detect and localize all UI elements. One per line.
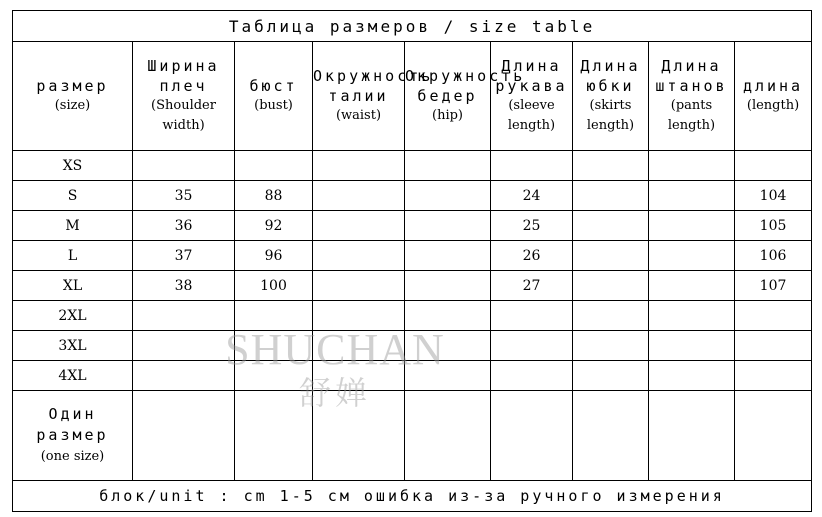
table-cell [649,151,735,181]
size-cell: XL [13,271,133,301]
table-row [13,151,812,181]
table-cell [735,361,812,391]
table-cell: 105 [735,211,812,241]
table-cell: 26 [491,241,573,271]
header-label-en: (hip) [432,108,463,123]
table-cell [235,331,313,361]
table-cell [491,361,573,391]
table-cell [573,361,649,391]
size-table [12,10,812,512]
table-cell [491,301,573,331]
table-row-one-size [13,391,812,481]
header-length [735,42,812,151]
table-cell [405,151,491,181]
table-cell [649,241,735,271]
table-row [13,271,812,301]
header-label-ru: Длина юбки [580,57,641,95]
size-cell: 3XL [13,331,133,361]
table-row [13,211,812,241]
header-shoulder [133,42,235,151]
table-cell: 24 [491,181,573,211]
header-label-ru: Окружность бедер [405,67,526,105]
table-cell [235,361,313,391]
header-label-ru: размер [36,77,109,95]
header-label-en: (length) [746,98,800,113]
table-cell [133,361,235,391]
header-bust [235,42,313,151]
table-cell [491,391,573,481]
header-label-ru: Длина рукава [495,57,568,95]
table-cell [573,331,649,361]
table-cell [649,331,735,361]
table-cell [735,391,812,481]
header-label-ru: Окружность талии [313,67,434,105]
table-cell [573,211,649,241]
table-cell [133,391,235,481]
table-cell [735,301,812,331]
table-cell [313,151,405,181]
header-label-en: (bust) [254,98,293,113]
table-cell [573,181,649,211]
table-cell [133,301,235,331]
header-label-en: (skirts length) [586,98,635,133]
table-cell: 25 [491,211,573,241]
table-cell: 92 [235,211,313,241]
table-cell [573,151,649,181]
watermark-latin: SHUCHAN [225,325,445,374]
table-cell [405,181,491,211]
one-size-label-en: (one size) [40,449,105,464]
header-skirt [573,42,649,151]
table-cell [649,271,735,301]
table-cell: 36 [133,211,235,241]
table-cell [649,181,735,211]
table-cell [313,241,405,271]
table-cell [405,241,491,271]
table-cell [235,391,313,481]
table-cell [649,391,735,481]
table-cell [405,271,491,301]
table-cell [405,331,491,361]
table-cell: 96 [235,241,313,271]
table-cell [573,271,649,301]
table-body [13,151,812,391]
size-cell: M [13,211,133,241]
header-label-en: (waist) [335,108,382,123]
table-row [13,301,812,331]
table-cell [405,211,491,241]
table-cell: 104 [735,181,812,211]
table-cell [491,331,573,361]
size-cell: 2XL [13,301,133,331]
header-size [13,42,133,151]
header-sleeve [491,42,573,151]
table-footer-note: блок/unit : cm 1-5 см ошибка из-за ручного измерения [13,481,812,512]
table-cell [235,301,313,331]
header-row [13,42,812,151]
table-cell [313,361,405,391]
table-cell [133,151,235,181]
table-cell [649,211,735,241]
table-cell [405,361,491,391]
header-label-en: (Shoulder width) [151,98,216,133]
header-label-en: (pants length) [667,98,716,133]
table-cell: 107 [735,271,812,301]
table-cell [313,181,405,211]
table-cell [133,331,235,361]
header-label-en: (sleeve length) [507,98,556,133]
header-label-ru: длина [742,77,804,95]
table-cell [649,301,735,331]
size-cell [13,391,133,481]
header-label-en: (size) [54,98,91,113]
table-cell: 100 [235,271,313,301]
header-label-ru: бюст [249,77,298,95]
table-row [13,361,812,391]
header-label-ru: Длина штанов [655,57,728,95]
table-cell: 106 [735,241,812,271]
table-cell [491,151,573,181]
table-cell: 38 [133,271,235,301]
table-cell: 27 [491,271,573,301]
header-pants [649,42,735,151]
table-cell [313,211,405,241]
table-cell [313,301,405,331]
header-label-ru: Ширина плеч [147,57,220,95]
header-hip [405,42,526,151]
watermark-cjk: 舒婵 [298,374,371,412]
table-cell: 88 [235,181,313,211]
table-cell: 35 [133,181,235,211]
header-waist [313,42,434,151]
table-cell: 37 [133,241,235,271]
size-cell: L [13,241,133,271]
table-cell [573,301,649,331]
size-cell: XS [13,151,133,181]
table-cell [235,151,313,181]
table-cell [735,331,812,361]
table-row [13,181,812,211]
table-cell [735,151,812,181]
table-cell [649,361,735,391]
size-table-sheet [12,10,811,503]
table-cell [313,331,405,361]
table-row [13,241,812,271]
table-cell [313,391,405,481]
table-cell [313,271,405,301]
size-cell: 4XL [13,361,133,391]
table-cell [405,301,491,331]
table-title: Таблица размеров / size table [13,11,812,42]
size-cell: S [13,181,133,211]
one-size-label-ru: Один размер [36,405,109,444]
table-cell [573,241,649,271]
table-cell [573,391,649,481]
table-row [13,331,812,361]
table-cell [405,391,491,481]
